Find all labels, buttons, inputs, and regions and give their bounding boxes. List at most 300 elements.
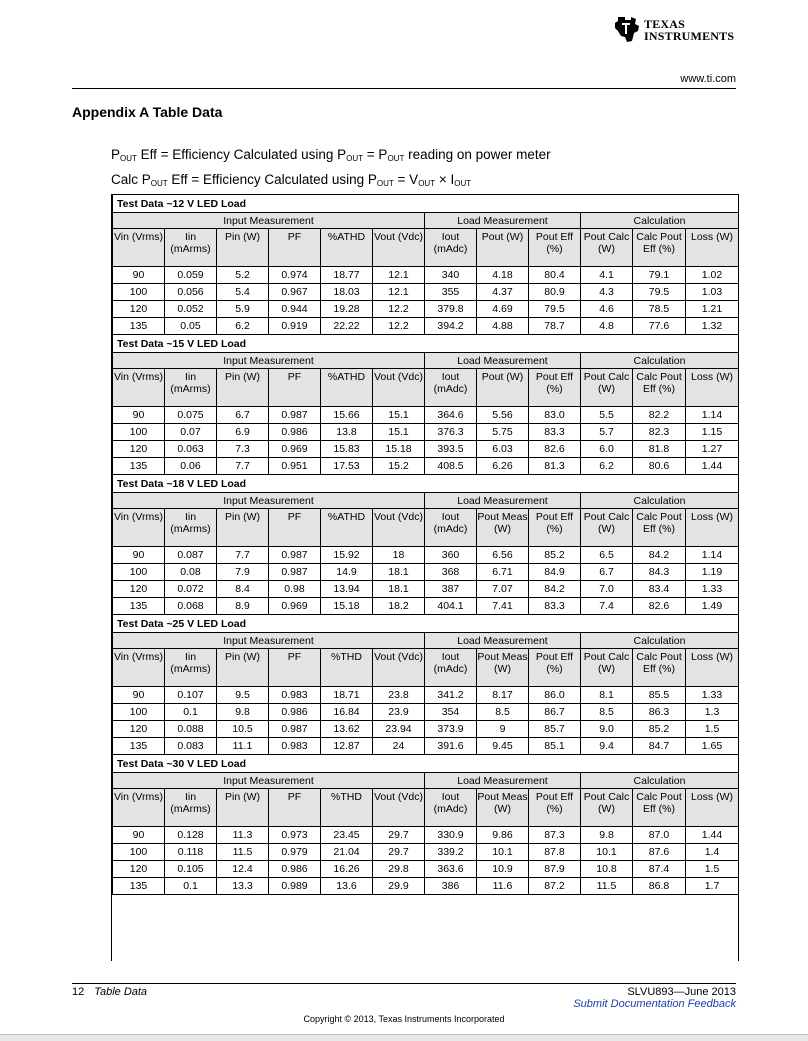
table-cell: 82.2 xyxy=(633,407,686,424)
table-cell: 135 xyxy=(113,458,165,475)
table-cell: 1.44 xyxy=(686,458,739,475)
table-cell: 5.9 xyxy=(217,301,269,318)
table-cell: 7.9 xyxy=(217,564,269,581)
table-cell: 1.21 xyxy=(686,301,739,318)
table-cell: 0.969 xyxy=(269,441,321,458)
column-header: Pout Eff (%) xyxy=(529,369,581,407)
table-cell: 354 xyxy=(425,704,477,721)
table-cell: 24 xyxy=(373,738,425,755)
table-cell: 90 xyxy=(113,267,165,284)
table-cell: 339.2 xyxy=(425,844,477,861)
table-row xyxy=(113,721,739,738)
table-cell: 0.075 xyxy=(165,407,217,424)
table-cell: 83.4 xyxy=(633,581,686,598)
group-header-input: Input Measurement xyxy=(113,353,425,369)
table-cell: 6.71 xyxy=(477,564,529,581)
table-cell: 135 xyxy=(113,598,165,615)
section-title-row xyxy=(113,195,739,213)
table-cell: 23.8 xyxy=(373,687,425,704)
column-header: Iout (mAdc) xyxy=(425,509,477,547)
table-cell: 120 xyxy=(113,721,165,738)
table-cell: 18.03 xyxy=(321,284,373,301)
table-cell: 18 xyxy=(373,547,425,564)
table-cell: 0.1 xyxy=(165,878,217,895)
table-cell: 379.8 xyxy=(425,301,477,318)
table-cell: 18.77 xyxy=(321,267,373,284)
group-header-input: Input Measurement xyxy=(113,493,425,509)
table-cell: 9.4 xyxy=(581,738,633,755)
table-cell: 81.8 xyxy=(633,441,686,458)
table-cell: 87.2 xyxy=(529,878,581,895)
table-cell: 0.1 xyxy=(165,704,217,721)
table-cell: 8.5 xyxy=(581,704,633,721)
table-cell: 15.1 xyxy=(373,407,425,424)
table-cell: 4.3 xyxy=(581,284,633,301)
brand-line1: TEXAS xyxy=(644,17,686,31)
table-cell: 6.7 xyxy=(581,564,633,581)
column-header: Pout (W) xyxy=(477,369,529,407)
table-cell: 80.4 xyxy=(529,267,581,284)
table-cell: 19.28 xyxy=(321,301,373,318)
table-cell: 0.987 xyxy=(269,721,321,738)
table-cell: 11.5 xyxy=(581,878,633,895)
column-header: Pout Calc (W) xyxy=(581,229,633,267)
table-cell: 6.56 xyxy=(477,547,529,564)
table-cell: 0.987 xyxy=(269,564,321,581)
group-header-calculation: Calculation xyxy=(581,633,739,649)
feedback-link[interactable]: Submit Documentation Feedback xyxy=(573,998,736,1010)
table-cell: 8.5 xyxy=(477,704,529,721)
table-cell: 84.2 xyxy=(529,581,581,598)
table-row xyxy=(113,844,739,861)
table-cell: 1.5 xyxy=(686,861,739,878)
section-title: Test Data ~30 V LED Load xyxy=(113,755,739,773)
table-cell: 9.8 xyxy=(581,827,633,844)
website-link[interactable]: www.ti.com xyxy=(680,73,736,85)
table-row xyxy=(113,704,739,721)
table-cell: 84.2 xyxy=(633,547,686,564)
table-cell: 0.979 xyxy=(269,844,321,861)
column-header: Pin (W) xyxy=(217,789,269,827)
group-header-load: Load Measurement xyxy=(425,773,581,789)
table-cell: 18.71 xyxy=(321,687,373,704)
table-cell: 120 xyxy=(113,581,165,598)
table-cell: 10.5 xyxy=(217,721,269,738)
table-cell: 5.4 xyxy=(217,284,269,301)
group-header-input: Input Measurement xyxy=(113,633,425,649)
group-header-calculation: Calculation xyxy=(581,493,739,509)
table-cell: 0.98 xyxy=(269,581,321,598)
table-cell: 0.052 xyxy=(165,301,217,318)
column-header: Pin (W) xyxy=(217,509,269,547)
table-cell: 8.4 xyxy=(217,581,269,598)
table-cell: 84.3 xyxy=(633,564,686,581)
table-cell: 100 xyxy=(113,564,165,581)
table-cell: 376.3 xyxy=(425,424,477,441)
table-cell: 135 xyxy=(113,878,165,895)
table-cell: 16.26 xyxy=(321,861,373,878)
table-cell: 87.8 xyxy=(529,844,581,861)
table-cell: 0.944 xyxy=(269,301,321,318)
table-cell: 87.4 xyxy=(633,861,686,878)
table-cell: 10.1 xyxy=(581,844,633,861)
table-cell: 12.1 xyxy=(373,284,425,301)
column-header: %ATHD xyxy=(321,509,373,547)
table-cell: 1.03 xyxy=(686,284,739,301)
table-cell: 355 xyxy=(425,284,477,301)
table-cell: 1.14 xyxy=(686,407,739,424)
table-cell: 16.84 xyxy=(321,704,373,721)
table-cell: 15.66 xyxy=(321,407,373,424)
column-header: Calc Pout Eff (%) xyxy=(633,229,686,267)
table-cell: 0.986 xyxy=(269,861,321,878)
table-cell: 387 xyxy=(425,581,477,598)
group-header-calculation: Calculation xyxy=(581,773,739,789)
definitions xyxy=(111,144,551,194)
table-cell: 135 xyxy=(113,318,165,335)
table-cell: 394.2 xyxy=(425,318,477,335)
table-cell: 85.2 xyxy=(529,547,581,564)
table-cell: 9.0 xyxy=(581,721,633,738)
table-cell: 21.04 xyxy=(321,844,373,861)
section-title-row xyxy=(113,755,739,773)
table-cell: 82.6 xyxy=(529,441,581,458)
table-cell: 29.8 xyxy=(373,861,425,878)
table-cell: 100 xyxy=(113,844,165,861)
column-header: Pout Eff (%) xyxy=(529,229,581,267)
table-cell: 330.9 xyxy=(425,827,477,844)
table-cell: 6.0 xyxy=(581,441,633,458)
table-cell: 90 xyxy=(113,547,165,564)
table-row xyxy=(113,318,739,335)
column-header: %ATHD xyxy=(321,369,373,407)
group-header-row xyxy=(113,633,739,649)
footer-left xyxy=(72,986,147,998)
table-row xyxy=(113,687,739,704)
table-cell: 12.1 xyxy=(373,267,425,284)
table-row xyxy=(113,441,739,458)
table-cell: 83.3 xyxy=(529,598,581,615)
column-header: Calc Pout Eff (%) xyxy=(633,509,686,547)
table-cell: 5.5 xyxy=(581,407,633,424)
test-data-table xyxy=(112,194,739,895)
table-cell: 79.1 xyxy=(633,267,686,284)
column-header-row xyxy=(113,789,739,827)
page-number: 12 xyxy=(72,986,85,998)
table-cell: 0.983 xyxy=(269,738,321,755)
table-cell: 87.9 xyxy=(529,861,581,878)
table-cell: 408.5 xyxy=(425,458,477,475)
table-cell: 85.1 xyxy=(529,738,581,755)
table-cell: 6.9 xyxy=(217,424,269,441)
table-row xyxy=(113,407,739,424)
table-cell: 90 xyxy=(113,407,165,424)
table-row xyxy=(113,581,739,598)
section-title: Test Data ~18 V LED Load xyxy=(113,475,739,493)
table-cell: 8.1 xyxy=(581,687,633,704)
table-cell: 15.1 xyxy=(373,424,425,441)
table-cell: 120 xyxy=(113,301,165,318)
table-cell: 7.4 xyxy=(581,598,633,615)
table-cell: 9.5 xyxy=(217,687,269,704)
table-cell: 1.33 xyxy=(686,581,739,598)
column-header: Loss (W) xyxy=(686,369,739,407)
table-cell: 81.3 xyxy=(529,458,581,475)
table-cell: 8.9 xyxy=(217,598,269,615)
column-header: Pout Eff (%) xyxy=(529,509,581,547)
column-header: PF xyxy=(269,229,321,267)
table-cell: 83.3 xyxy=(529,424,581,441)
table-cell: 120 xyxy=(113,441,165,458)
table-cell: 23.9 xyxy=(373,704,425,721)
table-cell: 0.969 xyxy=(269,598,321,615)
copyright: Copyright © 2013, Texas Instruments Incorporated xyxy=(303,1014,505,1024)
column-header: Iout (mAdc) xyxy=(425,229,477,267)
table-cell: 77.6 xyxy=(633,318,686,335)
group-header-input: Input Measurement xyxy=(113,213,425,229)
table-cell: 6.2 xyxy=(581,458,633,475)
table-cell: 0.068 xyxy=(165,598,217,615)
column-header: Calc Pout Eff (%) xyxy=(633,649,686,687)
table-cell: 1.5 xyxy=(686,721,739,738)
table-cell: 23.45 xyxy=(321,827,373,844)
table-cell: 1.3 xyxy=(686,704,739,721)
table-cell: 0.989 xyxy=(269,878,321,895)
column-header: Vin (Vrms) xyxy=(113,789,165,827)
table-row xyxy=(113,878,739,895)
table-cell: 120 xyxy=(113,861,165,878)
table-cell: 360 xyxy=(425,547,477,564)
table-cell: 368 xyxy=(425,564,477,581)
group-header-input: Input Measurement xyxy=(113,773,425,789)
table-cell: 82.6 xyxy=(633,598,686,615)
table-cell: 0.983 xyxy=(269,687,321,704)
table-cell: 12.4 xyxy=(217,861,269,878)
column-header: Vout (Vdc) xyxy=(373,369,425,407)
table-cell: 5.56 xyxy=(477,407,529,424)
table-cell: 14.9 xyxy=(321,564,373,581)
table-cell: 13.6 xyxy=(321,878,373,895)
table-cell: 12.2 xyxy=(373,301,425,318)
table-cell: 0.128 xyxy=(165,827,217,844)
ti-state-icon xyxy=(612,14,642,44)
table-cell: 0.083 xyxy=(165,738,217,755)
table-cell: 6.7 xyxy=(217,407,269,424)
table-cell: 0.059 xyxy=(165,267,217,284)
column-header: Loss (W) xyxy=(686,789,739,827)
table-cell: 29.7 xyxy=(373,827,425,844)
column-header: Vout (Vdc) xyxy=(373,789,425,827)
table-cell: 15.92 xyxy=(321,547,373,564)
table-cell: 87.0 xyxy=(633,827,686,844)
column-header: PF xyxy=(269,789,321,827)
table-cell: 0.987 xyxy=(269,547,321,564)
table-cell: 0.063 xyxy=(165,441,217,458)
data-table-container xyxy=(111,194,739,961)
table-cell: 100 xyxy=(113,704,165,721)
table-cell: 1.33 xyxy=(686,687,739,704)
column-header: Iin (mArms) xyxy=(165,649,217,687)
section-title-row xyxy=(113,335,739,353)
table-cell: 79.5 xyxy=(529,301,581,318)
table-cell: 0.05 xyxy=(165,318,217,335)
table-cell: 1.32 xyxy=(686,318,739,335)
table-cell: 8.17 xyxy=(477,687,529,704)
section-title-row xyxy=(113,615,739,633)
table-cell: 15.83 xyxy=(321,441,373,458)
brand-name xyxy=(644,18,734,42)
table-cell: 1.14 xyxy=(686,547,739,564)
column-header: Iin (mArms) xyxy=(165,229,217,267)
column-header: Pout Calc (W) xyxy=(581,649,633,687)
table-cell: 11.5 xyxy=(217,844,269,861)
table-cell: 393.5 xyxy=(425,441,477,458)
table-cell: 15.18 xyxy=(321,598,373,615)
table-cell: 87.6 xyxy=(633,844,686,861)
table-cell: 10.1 xyxy=(477,844,529,861)
column-header: Vin (Vrms) xyxy=(113,229,165,267)
table-cell: 12.2 xyxy=(373,318,425,335)
column-header: Pout Calc (W) xyxy=(581,789,633,827)
table-cell: 79.5 xyxy=(633,284,686,301)
footer-divider xyxy=(72,983,736,984)
column-header: Vout (Vdc) xyxy=(373,649,425,687)
group-header-row xyxy=(113,773,739,789)
group-header-load: Load Measurement xyxy=(425,493,581,509)
column-header-row xyxy=(113,229,739,267)
table-cell: 4.6 xyxy=(581,301,633,318)
table-cell: 7.7 xyxy=(217,547,269,564)
group-header-calculation: Calculation xyxy=(581,353,739,369)
column-header: Iin (mArms) xyxy=(165,509,217,547)
table-cell: 100 xyxy=(113,284,165,301)
table-cell: 9.45 xyxy=(477,738,529,755)
column-header: %THD xyxy=(321,789,373,827)
table-cell: 83.0 xyxy=(529,407,581,424)
table-row xyxy=(113,547,739,564)
table-cell: 9.8 xyxy=(217,704,269,721)
table-cell: 90 xyxy=(113,687,165,704)
group-header-row xyxy=(113,493,739,509)
column-header: Calc Pout Eff (%) xyxy=(633,789,686,827)
table-row xyxy=(113,424,739,441)
table-row xyxy=(113,267,739,284)
column-header: Iin (mArms) xyxy=(165,789,217,827)
table-cell: 82.3 xyxy=(633,424,686,441)
table-cell: 373.9 xyxy=(425,721,477,738)
table-cell: 0.919 xyxy=(269,318,321,335)
column-header: Vin (Vrms) xyxy=(113,649,165,687)
table-cell: 13.94 xyxy=(321,581,373,598)
table-cell: 87.3 xyxy=(529,827,581,844)
appendix-title: Appendix A Table Data xyxy=(72,104,223,120)
table-cell: 1.02 xyxy=(686,267,739,284)
table-cell: 13.3 xyxy=(217,878,269,895)
table-cell: 86.8 xyxy=(633,878,686,895)
column-header: PF xyxy=(269,369,321,407)
group-header-calculation: Calculation xyxy=(581,213,739,229)
table-cell: 1.27 xyxy=(686,441,739,458)
table-cell: 1.49 xyxy=(686,598,739,615)
table-cell: 0.07 xyxy=(165,424,217,441)
table-cell: 0.06 xyxy=(165,458,217,475)
table-cell: 15.2 xyxy=(373,458,425,475)
table-row xyxy=(113,598,739,615)
table-cell: 0.118 xyxy=(165,844,217,861)
table-cell: 85.7 xyxy=(529,721,581,738)
table-cell: 18.2 xyxy=(373,598,425,615)
column-header: %THD xyxy=(321,649,373,687)
brand-line2: INSTRUMENTS xyxy=(644,29,735,43)
table-row xyxy=(113,861,739,878)
column-header: Pin (W) xyxy=(217,649,269,687)
column-header: Loss (W) xyxy=(686,509,739,547)
table-cell: 364.6 xyxy=(425,407,477,424)
table-cell: 1.19 xyxy=(686,564,739,581)
group-header-load: Load Measurement xyxy=(425,633,581,649)
column-header: Loss (W) xyxy=(686,649,739,687)
table-cell: 13.62 xyxy=(321,721,373,738)
table-row xyxy=(113,738,739,755)
table-cell: 11.6 xyxy=(477,878,529,895)
column-header: Pout (W) xyxy=(477,229,529,267)
table-cell: 6.26 xyxy=(477,458,529,475)
table-cell: 11.3 xyxy=(217,827,269,844)
column-header-row xyxy=(113,509,739,547)
table-cell: 0.088 xyxy=(165,721,217,738)
table-cell: 4.69 xyxy=(477,301,529,318)
table-cell: 86.7 xyxy=(529,704,581,721)
header-divider xyxy=(72,88,736,89)
table-cell: 85.2 xyxy=(633,721,686,738)
column-header-row xyxy=(113,369,739,407)
table-cell: 4.1 xyxy=(581,267,633,284)
table-cell: 29.9 xyxy=(373,878,425,895)
table-cell: 84.9 xyxy=(529,564,581,581)
column-header: PF xyxy=(269,509,321,547)
table-cell: 1.65 xyxy=(686,738,739,755)
table-cell: 0.087 xyxy=(165,547,217,564)
section-title-row xyxy=(113,475,739,493)
table-cell: 135 xyxy=(113,738,165,755)
table-row xyxy=(113,827,739,844)
column-header: Pin (W) xyxy=(217,369,269,407)
column-header: Calc Pout Eff (%) xyxy=(633,369,686,407)
table-cell: 404.1 xyxy=(425,598,477,615)
group-header-load: Load Measurement xyxy=(425,353,581,369)
table-cell: 22.22 xyxy=(321,318,373,335)
table-cell: 90 xyxy=(113,827,165,844)
column-header: Vin (Vrms) xyxy=(113,509,165,547)
table-cell: 4.88 xyxy=(477,318,529,335)
column-header: Pout Calc (W) xyxy=(581,369,633,407)
table-cell: 100 xyxy=(113,424,165,441)
group-header-load: Load Measurement xyxy=(425,213,581,229)
table-cell: 1.15 xyxy=(686,424,739,441)
table-cell: 0.08 xyxy=(165,564,217,581)
table-cell: 0.951 xyxy=(269,458,321,475)
table-cell: 1.7 xyxy=(686,878,739,895)
column-header: Iout (mAdc) xyxy=(425,789,477,827)
table-cell: 78.5 xyxy=(633,301,686,318)
column-header: Vin (Vrms) xyxy=(113,369,165,407)
table-cell: 0.987 xyxy=(269,407,321,424)
column-header: Iin (mArms) xyxy=(165,369,217,407)
table-cell: 80.6 xyxy=(633,458,686,475)
column-header: PF xyxy=(269,649,321,687)
definition-calc-pout-eff: Calc $P_{OUT}$ Eff = Efficiency Calculated using $P_{OUT} = V_{OUT} \times I_{OUT}$ xyxy=(111,172,472,188)
table-cell: 18.1 xyxy=(373,564,425,581)
